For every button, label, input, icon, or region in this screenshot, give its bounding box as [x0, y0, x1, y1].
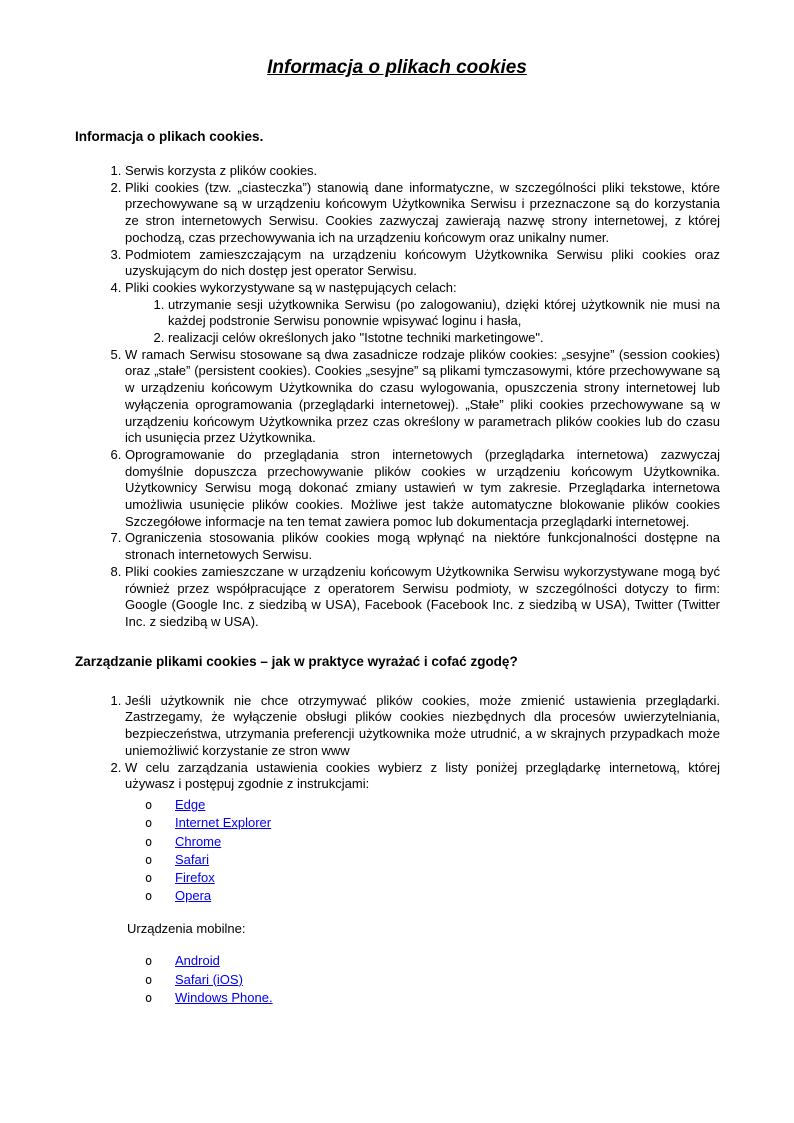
- cookie-purposes-sublist: [125, 297, 720, 347]
- mobile-devices-heading: Urządzenia mobilne:: [127, 920, 246, 936]
- circle-bullet-icon: o: [145, 852, 153, 867]
- list-item-text: Pliki cookies wykorzystywane są w następujących celach:: [125, 279, 457, 295]
- circle-bullet-icon: o: [145, 972, 153, 987]
- sub-list-item-text: utrzymanie sesji użytkownika Serwisu (po zalogowaniu), dzięki której użytkownik nie musi na każdej podstronie Serwisu ponownie wpisywać loginu i hasła,: [168, 296, 720, 329]
- list-item-text: Serwis korzysta z plików cookies.: [125, 163, 318, 178]
- document-title: Informacja o plikach cookies: [267, 57, 527, 78]
- list-item: [125, 693, 720, 760]
- circle-bullet-icon: o: [145, 834, 153, 849]
- list-item: [125, 530, 720, 563]
- list-item: [145, 989, 720, 1007]
- cookies-management-list: [75, 693, 720, 1008]
- list-item: [125, 564, 720, 631]
- list-item: [145, 869, 720, 887]
- list-item: [145, 796, 720, 814]
- list-item-text: Ograniczenia stosowania plików cookies mogą wpłynąć na niektóre funkcjonalności dostępne na stronach internetowych Serwisu.: [125, 530, 720, 563]
- sub-list-item: [168, 330, 720, 347]
- link-opera[interactable]: Opera: [175, 888, 212, 904]
- list-item: [125, 347, 720, 447]
- link-firefox[interactable]: Firefox: [175, 870, 215, 886]
- circle-bullet-icon: o: [145, 954, 153, 969]
- list-item: [125, 447, 720, 531]
- link-chrome[interactable]: Chrome: [175, 833, 222, 849]
- link-android[interactable]: Android: [175, 953, 220, 969]
- cookies-info-list: [75, 163, 720, 631]
- sub-list-item: [168, 297, 720, 330]
- list-item-text: Podmiotem zamieszczającym na urządzeniu końcowym Użytkownika Serwisu pliki cookies oraz uzyskującym do nich dostęp jest operator Serwisu.: [125, 246, 720, 279]
- list-item-text: Pliki cookies (tzw. „ciasteczka”) stanowią dane informatyczne, w szczególności pliki tekstowe, które przechowywane są w urządzeniu końcowym Użytkownika Serwisu i przeznaczone są do korzystania ze stron internetowych Serwisu. Cookies zazwyczaj zawierają nazwę strony internetowej, z której pochodzą, czas przechowywania ich na urządzeniu końcowym oraz unikalny numer.: [125, 179, 720, 245]
- list-item: [145, 833, 720, 851]
- link-internet-explorer[interactable]: Internet Explorer: [175, 815, 272, 831]
- sub-list-item-text: realizacji celów określonych jako "Istotne techniki marketingowe".: [168, 330, 544, 346]
- mobile-link-list: [125, 952, 720, 1007]
- link-safari-ios[interactable]: Safari (iOS): [175, 971, 243, 987]
- list-item: [145, 814, 720, 832]
- list-item: [145, 887, 720, 905]
- list-item: [125, 247, 720, 280]
- list-item: [125, 760, 720, 1008]
- list-item-text: Pliki cookies zamieszczane w urządzeniu końcowym Użytkownika Serwisu wykorzystywane mogą być również przez współpracujące z operatorem Serwisu podmioty, w szczególności dotyczy to firm: Google (Google Inc. z siedzibą w USA), Facebook (Facebook Inc. z siedzibą w USA), Twitter (Twitter Inc. z siedzibą w USA).: [125, 563, 720, 629]
- list-item-text: W ramach Serwisu stosowane są dwa zasadnicze rodzaje plików cookies: „sesyjne” (session cookies) oraz „stałe” (persistent cookies). Cookies „sesyjne” są plikami tymczasowymi, które przechowywane są w urządzeniu końcowym Użytkownika do czasu wylogowania, opuszczenia strony internetowej lub wyłączenia oprogramowania (przeglądarki internetowej). „Stałe” pliki cookies przechowywane są w urządzeniu końcowym Użytkownika przez czas określony w parametrach plików cookies lub do czasu ich usunięcia przez Użytkownika.: [125, 346, 720, 446]
- list-item: [145, 971, 720, 989]
- circle-bullet-icon: o: [145, 797, 153, 812]
- list-item-text: Oprogramowanie do przeglądania stron internetowych (przeglądarka internetowa) zazwyczaj domyślnie dopuszcza przechowywanie plików cookies w urządzeniu końcowym Użytkownika. Użytkownicy Serwisu mogą dokonać zmiany ustawień w tym zakresie. Przeglądarka internetowa umożliwia usunięcie plików cookies. Możliwe jest także automatyczne blokowanie plików cookies Szczegółowe informacje na ten temat zawiera pomoc lub dokumentacja przeglądarki internetowej.: [125, 446, 720, 529]
- browser-link-list: [125, 796, 720, 906]
- circle-bullet-icon: o: [145, 889, 153, 904]
- document-content: [0, 128, 794, 1007]
- list-item: [125, 163, 720, 180]
- circle-bullet-icon: o: [145, 816, 153, 831]
- list-item: [145, 851, 720, 869]
- link-windows-phone[interactable]: Windows Phone.: [175, 989, 273, 1005]
- list-item: [125, 180, 720, 247]
- section2-heading: Zarządzanie plikami cookies – jak w praktyce wyrażać i cofać zgodę?: [75, 653, 518, 669]
- section1-heading: Informacja o plikach cookies.: [75, 129, 264, 144]
- list-item-text: W celu zarządzania ustawienia cookies wybierz z listy poniżej przeglądarkę internetową, której używasz i postępuj zgodnie z instrukcjami:: [125, 759, 720, 792]
- list-item: [145, 952, 720, 970]
- list-item: [125, 280, 720, 347]
- circle-bullet-icon: o: [145, 871, 153, 886]
- link-safari[interactable]: Safari: [175, 851, 209, 867]
- circle-bullet-icon: o: [145, 990, 153, 1005]
- list-item-text: Jeśli użytkownik nie chce otrzymywać plików cookies, może zmienić ustawienia przeglądarki. Zastrzegamy, że wyłączenie obsługi plików cookies niezbędnych dla procesów uwierzytelniania, bezpieczeństwa, utrzymania preferencji użytkownika może utrudnić, a w skrajnych przypadkach może uniemożliwić korzystanie ze stron www: [125, 692, 720, 758]
- link-edge[interactable]: Edge: [175, 796, 206, 812]
